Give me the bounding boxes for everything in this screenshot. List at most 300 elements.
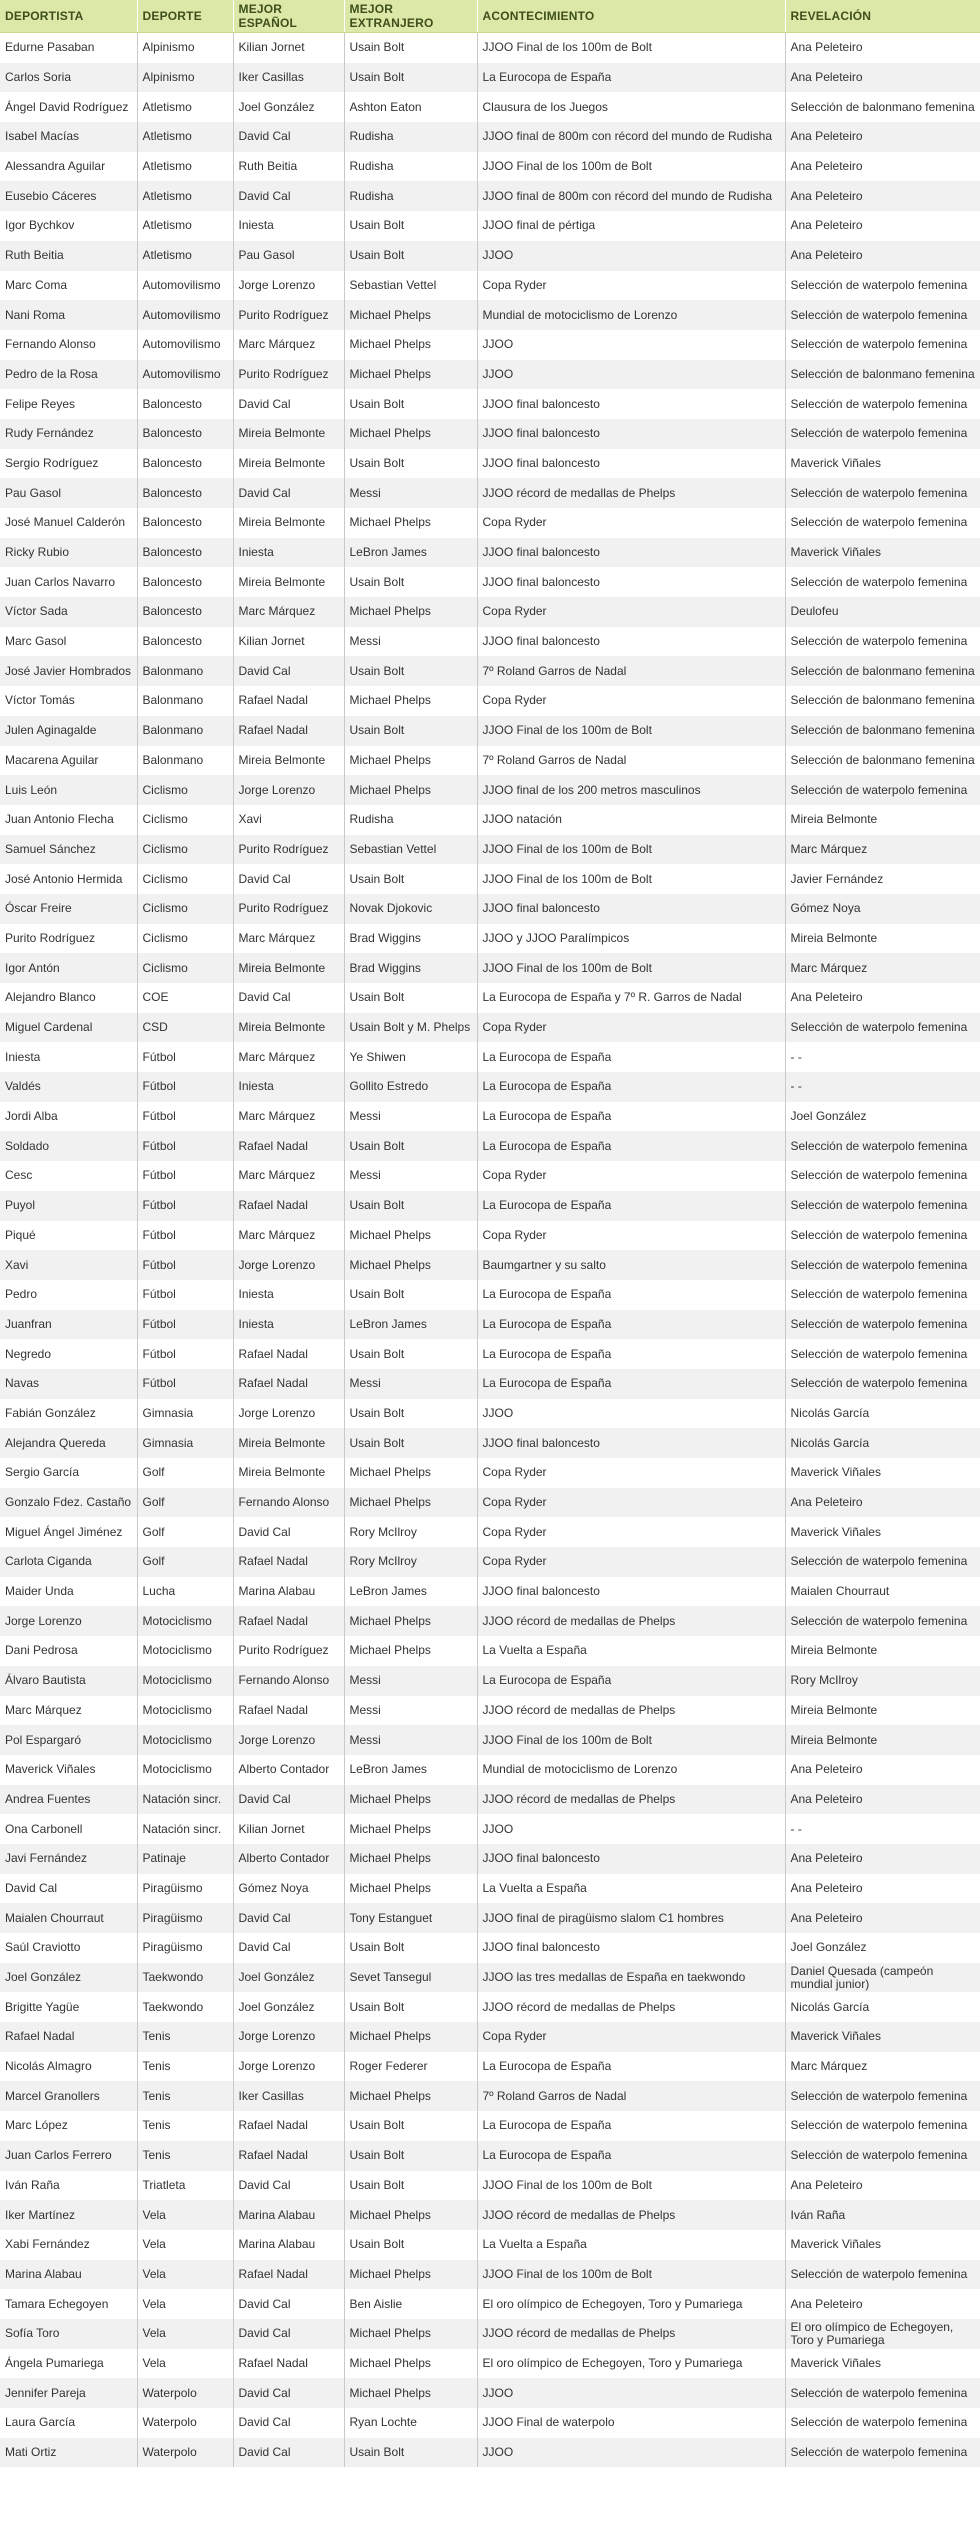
cell-mejor-extranjero: Messi <box>344 1666 477 1696</box>
table-row <box>0 1102 980 1132</box>
cell-deporte: Fútbol <box>137 1102 233 1132</box>
cell-deporte: Golf <box>137 1488 233 1518</box>
cell-mejor-extranjero: Usain Bolt <box>344 241 477 271</box>
table-row <box>0 419 980 449</box>
cell-deportista: Piqué <box>5 1227 36 1242</box>
cell-revelacion: Mireia Belmonte <box>785 1636 980 1666</box>
cell-mejor-espanol: Mireia Belmonte <box>233 449 344 479</box>
cell-mejor-espanol: Purito Rodríguez <box>233 894 344 924</box>
cell-mejor-extranjero: Michael Phelps <box>344 1488 477 1518</box>
cell-mejor-extranjero: Michael Phelps <box>344 746 477 776</box>
cell-mejor-espanol: David Cal <box>233 1517 344 1547</box>
cell-deporte: Balonmano <box>137 716 233 746</box>
table-row <box>0 1221 980 1251</box>
table-row <box>0 983 980 1013</box>
table-row <box>0 1874 980 1904</box>
cell-acontecimiento: 7º Roland Garros de Nadal <box>477 746 785 776</box>
table-row <box>0 1903 980 1933</box>
table-row <box>0 2171 980 2201</box>
table-row <box>0 300 980 330</box>
table-row <box>0 1072 980 1102</box>
table-row <box>0 1161 980 1191</box>
cell-deportista: Fabián González <box>5 1405 96 1420</box>
cell-deporte: Vela <box>137 2289 233 2319</box>
cell-deportista: Maialen Chourraut <box>0 1903 137 1933</box>
cell-deporte: Motociclismo <box>137 1725 233 1755</box>
cell-deporte: Golf <box>137 1458 233 1488</box>
cell-acontecimiento: Copa Ryder <box>477 597 785 627</box>
table-row <box>0 1547 980 1577</box>
cell-deportista: Ángela Pumariega <box>5 2355 104 2370</box>
table-row <box>0 2022 980 2052</box>
cell-mejor-extranjero: Sevet Tansegul <box>344 1963 477 1993</box>
cell-deporte: Balonmano <box>137 686 233 716</box>
cell-deporte: Baloncesto <box>137 627 233 657</box>
cell-mejor-espanol: Jorge Lorenzo <box>233 271 344 301</box>
cell-deportista: Alejandra Quereda <box>0 1428 137 1458</box>
cell-mejor-espanol: Fernando Alonso <box>233 1666 344 1696</box>
cell-acontecimiento: Copa Ryder <box>477 1013 785 1043</box>
cell-mejor-espanol: Marc Márquez <box>233 1161 344 1191</box>
cell-acontecimiento: La Eurocopa de España y 7º R. Garros de Nadal <box>477 983 785 1013</box>
table-row <box>0 1310 980 1340</box>
cell-revelacion: Selección de waterpolo femenina <box>785 1013 980 1043</box>
cell-revelacion: Selección de waterpolo femenina <box>785 2260 980 2290</box>
cell-deporte: Lucha <box>137 1577 233 1607</box>
cell-mejor-espanol: Alberto Contador <box>233 1844 344 1874</box>
cell-acontecimiento: JJOO Final de los 100m de Bolt <box>477 152 785 182</box>
cell-acontecimiento: JJOO <box>477 330 785 360</box>
table-row <box>0 1399 980 1429</box>
cell-mejor-extranjero: Ashton Eaton <box>344 92 477 122</box>
cell-revelacion: Selección de waterpolo femenina <box>785 1221 980 1251</box>
cell-revelacion: Selección de balonmano femenina <box>785 686 980 716</box>
cell-mejor-espanol: David Cal <box>233 2289 344 2319</box>
cell-deporte: Atletismo <box>137 92 233 122</box>
cell-acontecimiento: JJOO Final de los 100m de Bolt <box>477 2171 785 2201</box>
table-row <box>0 2289 980 2319</box>
cell-acontecimiento: JJOO récord de medallas de Phelps <box>477 2319 785 2349</box>
cell-acontecimiento: JJOO Final de los 100m de Bolt <box>477 835 785 865</box>
cell-mejor-espanol: Iniesta <box>233 1310 344 1340</box>
cell-mejor-extranjero: Michael Phelps <box>344 419 477 449</box>
cell-mejor-espanol: Purito Rodríguez <box>233 1636 344 1666</box>
cell-deportista: Sergio Rodríguez <box>5 455 99 470</box>
table-row <box>0 360 980 390</box>
cell-revelacion: Nicolás García <box>785 1428 980 1458</box>
cell-revelacion: Marc Márquez <box>785 953 980 983</box>
cell-mejor-espanol: David Cal <box>233 2378 344 2408</box>
cell-mejor-espanol: Mireia Belmonte <box>233 419 344 449</box>
cell-mejor-extranjero: Messi <box>344 1696 477 1726</box>
table-row <box>0 2349 980 2379</box>
cell-deporte: Balonmano <box>137 656 233 686</box>
cell-deportista: Marcel Granollers <box>0 2081 137 2111</box>
cell-mejor-espanol: Mireia Belmonte <box>233 1428 344 1458</box>
cell-mejor-espanol: David Cal <box>233 122 344 152</box>
cell-mejor-extranjero: Usain Bolt <box>344 449 477 479</box>
cell-mejor-espanol: Kilian Jornet <box>233 33 344 63</box>
cell-acontecimiento: Copa Ryder <box>477 1517 785 1547</box>
cell-mejor-extranjero: Michael Phelps <box>344 1250 477 1280</box>
table-row <box>0 953 980 983</box>
cell-deportista: Igor Antón <box>0 953 137 983</box>
cell-revelacion: Selección de waterpolo femenina <box>785 2111 980 2141</box>
cell-acontecimiento: Baumgartner y su salto <box>477 1250 785 1280</box>
cell-acontecimiento: La Eurocopa de España <box>477 1042 785 1072</box>
header-mejor-extranjero: MEJOR EXTRANJERO <box>344 0 477 33</box>
cell-revelacion: Ana Peleteiro <box>785 211 980 241</box>
cell-mejor-extranjero: Michael Phelps <box>344 300 477 330</box>
cell-acontecimiento: JJOO final baloncesto <box>477 389 785 419</box>
cell-mejor-extranjero: Rory McIlroy <box>344 1517 477 1547</box>
cell-mejor-espanol: David Cal <box>233 1933 344 1963</box>
cell-deportista: Saúl Craviotto <box>5 1940 81 1955</box>
cell-revelacion: Marc Márquez <box>785 2052 980 2082</box>
cell-acontecimiento: JJOO récord de medallas de Phelps <box>477 478 785 508</box>
cell-mejor-extranjero: Usain Bolt <box>344 1992 477 2022</box>
cell-deportista: Pau Gasol <box>0 478 137 508</box>
cell-revelacion: Nicolás García <box>785 1992 980 2022</box>
cell-deporte: Fútbol <box>137 1191 233 1221</box>
cell-mejor-espanol: Joel González <box>233 92 344 122</box>
cell-mejor-extranjero: Michael Phelps <box>344 2081 477 2111</box>
cell-acontecimiento: JJOO <box>477 2378 785 2408</box>
cell-deportista: Tamara Echegoyen <box>5 2296 109 2311</box>
cell-deporte: Baloncesto <box>137 508 233 538</box>
table-row <box>0 1577 980 1607</box>
cell-mejor-espanol: David Cal <box>233 1785 344 1815</box>
table-row <box>0 775 980 805</box>
cell-deporte: Fútbol <box>137 1042 233 1072</box>
cell-revelacion: Ana Peleteiro <box>785 241 980 271</box>
cell-mejor-espanol: Rafael Nadal <box>233 1339 344 1369</box>
cell-mejor-extranjero: Usain Bolt <box>344 1933 477 1963</box>
cell-mejor-espanol: Iniesta <box>233 538 344 568</box>
cell-mejor-espanol: Kilian Jornet <box>233 627 344 657</box>
cell-mejor-espanol: Gómez Noya <box>233 1874 344 1904</box>
cell-mejor-espanol: Marina Alabau <box>233 2230 344 2260</box>
cell-mejor-espanol: Rafael Nadal <box>233 2260 344 2290</box>
cell-revelacion: Maverick Viñales <box>785 2022 980 2052</box>
cell-revelacion: Selección de waterpolo femenina <box>785 389 980 419</box>
cell-deportista: Ángel David Rodríguez <box>5 99 129 114</box>
cell-mejor-extranjero: Usain Bolt <box>344 2438 477 2468</box>
cell-deporte: Fútbol <box>137 1310 233 1340</box>
table-row <box>0 1250 980 1280</box>
cell-deportista: Marc Coma <box>5 277 68 292</box>
table-row <box>0 241 980 271</box>
cell-mejor-espanol: Xavi <box>233 805 344 835</box>
cell-mejor-extranjero: Ye Shiwen <box>344 1042 477 1072</box>
cell-mejor-espanol: Rafael Nadal <box>233 716 344 746</box>
cell-acontecimiento: JJOO <box>477 1814 785 1844</box>
cell-acontecimiento: La Vuelta a España <box>477 2230 785 2260</box>
cell-revelacion: Selección de waterpolo femenina <box>785 271 980 301</box>
cell-revelacion: Selección de balonmano femenina <box>785 656 980 686</box>
cell-deporte: Golf <box>137 1547 233 1577</box>
cell-mejor-extranjero: Usain Bolt <box>344 2111 477 2141</box>
cell-acontecimiento: El oro olímpico de Echegoyen, Toro y Pumariega <box>477 2289 785 2319</box>
cell-mejor-espanol: Pau Gasol <box>233 241 344 271</box>
cell-deportista: Xabi Fernández <box>5 2237 90 2252</box>
cell-mejor-espanol: Rafael Nadal <box>233 686 344 716</box>
cell-revelacion: Maverick Viñales <box>785 449 980 479</box>
cell-deportista: José Javier Hombrados <box>0 656 137 686</box>
cell-deportista: José Manuel Calderón <box>5 515 126 530</box>
cell-revelacion: Selección de waterpolo femenina <box>785 2408 980 2438</box>
cell-deportista: Miguel Ángel Jiménez <box>5 1524 123 1539</box>
cell-mejor-extranjero: Michael Phelps <box>344 360 477 390</box>
cell-acontecimiento: La Eurocopa de España <box>477 2141 785 2171</box>
cell-deporte: Waterpolo <box>137 2408 233 2438</box>
cell-mejor-extranjero: Usain Bolt <box>344 211 477 241</box>
cell-revelacion: Selección de waterpolo femenina <box>785 775 980 805</box>
table-row <box>0 181 980 211</box>
cell-revelacion: Selección de waterpolo femenina <box>785 2081 980 2111</box>
cell-deportista: Marc López <box>5 2118 68 2133</box>
cell-revelacion: Javier Fernández <box>785 864 980 894</box>
cell-deporte: Atletismo <box>137 211 233 241</box>
cell-acontecimiento: La Eurocopa de España <box>477 1191 785 1221</box>
cell-revelacion: Gómez Noya <box>785 894 980 924</box>
cell-deporte: Baloncesto <box>137 449 233 479</box>
cell-deportista: Álvaro Bautista <box>0 1666 137 1696</box>
table-row <box>0 1814 980 1844</box>
cell-deporte: Atletismo <box>137 152 233 182</box>
cell-mejor-extranjero: LeBron James <box>344 1310 477 1340</box>
cell-mejor-espanol: David Cal <box>233 1903 344 1933</box>
cell-deportista: Pedro <box>5 1287 38 1302</box>
cell-deportista: Isabel Macías <box>0 122 137 152</box>
cell-acontecimiento: JJOO Final de los 100m de Bolt <box>477 1725 785 1755</box>
table-row <box>0 2052 980 2082</box>
cell-deportista: Pedro de la Rosa <box>0 360 137 390</box>
table-row <box>0 1785 980 1815</box>
table-row <box>0 2141 980 2171</box>
header-row <box>0 0 980 33</box>
table-row <box>0 2408 980 2438</box>
table-row <box>0 1636 980 1666</box>
cell-mejor-extranjero: LeBron James <box>344 1577 477 1607</box>
cell-acontecimiento: JJOO récord de medallas de Phelps <box>477 1606 785 1636</box>
table-row <box>0 508 980 538</box>
cell-acontecimiento: JJOO final baloncesto <box>477 627 785 657</box>
cell-revelacion: Selección de waterpolo femenina <box>785 300 980 330</box>
cell-acontecimiento: La Eurocopa de España <box>477 2052 785 2082</box>
cell-mejor-espanol: David Cal <box>233 2319 344 2349</box>
cell-deporte: Balonmano <box>137 746 233 776</box>
cell-acontecimiento: La Eurocopa de España <box>477 1072 785 1102</box>
cell-mejor-espanol: Jorge Lorenzo <box>233 775 344 805</box>
cell-acontecimiento: Copa Ryder <box>477 1458 785 1488</box>
cell-deportista: Juan Carlos Ferrero <box>0 2141 137 2171</box>
cell-mejor-espanol: Iniesta <box>233 1072 344 1102</box>
cell-acontecimiento: JJOO récord de medallas de Phelps <box>477 2200 785 2230</box>
cell-deporte: Taekwondo <box>137 1992 233 2022</box>
cell-acontecimiento: JJOO final baloncesto <box>477 1844 785 1874</box>
cell-revelacion: Selección de waterpolo femenina <box>785 2438 980 2468</box>
cell-acontecimiento: JJOO Final de los 100m de Bolt <box>477 953 785 983</box>
cell-revelacion: Joel González <box>785 1933 980 1963</box>
cell-acontecimiento: La Eurocopa de España <box>477 1280 785 1310</box>
cell-revelacion: Maverick Viñales <box>785 538 980 568</box>
cell-deportista: Jennifer Pareja <box>0 2378 137 2408</box>
cell-mejor-extranjero: Ben Aislie <box>344 2289 477 2319</box>
cell-mejor-espanol: Joel González <box>233 1963 344 1993</box>
table-row <box>0 805 980 835</box>
cell-deportista: Mati Ortiz <box>0 2438 137 2468</box>
cell-deportista: Rudy Fernández <box>0 419 137 449</box>
cell-revelacion: Selección de waterpolo femenina <box>785 508 980 538</box>
cell-deporte: Motociclismo <box>137 1755 233 1785</box>
cell-deporte: Ciclismo <box>137 775 233 805</box>
cell-deportista: Nicolás Almagro <box>5 2059 92 2074</box>
cell-deporte: Vela <box>137 2349 233 2379</box>
cell-deporte: Fútbol <box>137 1221 233 1251</box>
cell-deporte: Motociclismo <box>137 1666 233 1696</box>
cell-mejor-espanol: David Cal <box>233 864 344 894</box>
cell-mejor-espanol: Marc Márquez <box>233 1042 344 1072</box>
table-row <box>0 1013 980 1043</box>
cell-deportista: Fernando Alonso <box>5 337 96 352</box>
table-row <box>0 1131 980 1161</box>
cell-deporte: Tenis <box>137 2141 233 2171</box>
cell-acontecimiento: JJOO final baloncesto <box>477 1577 785 1607</box>
cell-mejor-espanol: David Cal <box>233 983 344 1013</box>
cell-deportista: Soldado <box>0 1131 137 1161</box>
cell-mejor-extranjero: Roger Federer <box>344 2052 477 2082</box>
cell-mejor-extranjero: Rudisha <box>344 152 477 182</box>
cell-deporte: Gimnasia <box>137 1399 233 1429</box>
cell-mejor-extranjero: Rudisha <box>344 181 477 211</box>
cell-revelacion: Ana Peleteiro <box>785 2289 980 2319</box>
cell-revelacion: Selección de waterpolo femenina <box>785 567 980 597</box>
cell-acontecimiento: JJOO <box>477 2438 785 2468</box>
cell-mejor-extranjero: Michael Phelps <box>344 1606 477 1636</box>
cell-deporte: Ciclismo <box>137 835 233 865</box>
cell-deportista: Carlota Ciganda <box>0 1547 137 1577</box>
cell-mejor-extranjero: Usain Bolt <box>344 567 477 597</box>
cell-deportista: Ruth Beitia <box>0 241 137 271</box>
cell-mejor-extranjero: Rudisha <box>344 122 477 152</box>
cell-deporte: Automovilismo <box>137 330 233 360</box>
cell-mejor-extranjero: Usain Bolt <box>344 983 477 1013</box>
cell-deportista: Iniesta <box>5 1049 41 1064</box>
cell-deporte: Ciclismo <box>137 924 233 954</box>
cell-deporte: Natación sincr. <box>137 1814 233 1844</box>
cell-acontecimiento: JJOO final baloncesto <box>477 1428 785 1458</box>
cell-mejor-extranjero: Messi <box>344 1725 477 1755</box>
cell-deporte: Golf <box>137 1517 233 1547</box>
cell-acontecimiento: Mundial de motociclismo de Lorenzo <box>477 300 785 330</box>
cell-deportista: Laura García <box>5 2415 76 2430</box>
cell-mejor-extranjero: Michael Phelps <box>344 1874 477 1904</box>
cell-revelacion: - - <box>785 1814 980 1844</box>
header-revelacion: REVELACIÓN <box>785 0 980 33</box>
cell-acontecimiento: La Eurocopa de España <box>477 63 785 93</box>
cell-deporte: Baloncesto <box>137 567 233 597</box>
cell-deportista: Rafael Nadal <box>0 2022 137 2052</box>
cell-deportista: Puyol <box>0 1191 137 1221</box>
cell-deportista: Jordi Alba <box>5 1109 58 1124</box>
cell-mejor-espanol: Joel González <box>233 1992 344 2022</box>
cell-deporte: Ciclismo <box>137 953 233 983</box>
cell-revelacion: Ana Peleteiro <box>785 983 980 1013</box>
cell-revelacion: Maialen Chourraut <box>785 1577 980 1607</box>
cell-revelacion: Maverick Viñales <box>785 1517 980 1547</box>
cell-acontecimiento: JJOO <box>477 1399 785 1429</box>
cell-revelacion: Deulofeu <box>785 597 980 627</box>
cell-mejor-espanol: Iniesta <box>233 1280 344 1310</box>
cell-mejor-espanol: Jorge Lorenzo <box>233 1725 344 1755</box>
cell-mejor-extranjero: Michael Phelps <box>344 775 477 805</box>
cell-mejor-espanol: Iker Casillas <box>233 2081 344 2111</box>
cell-mejor-extranjero: Rudisha <box>344 805 477 835</box>
table-row <box>0 271 980 301</box>
cell-revelacion: - - <box>785 1042 980 1072</box>
table-body <box>0 33 980 2468</box>
table-row <box>0 1755 980 1785</box>
table-row <box>0 2230 980 2260</box>
cell-acontecimiento: JJOO final baloncesto <box>477 449 785 479</box>
table-row <box>0 746 980 776</box>
cell-revelacion: Nicolás García <box>785 1399 980 1429</box>
cell-deportista: Alejandro Blanco <box>5 990 96 1005</box>
cell-mejor-espanol: Marc Márquez <box>233 1102 344 1132</box>
cell-deportista: Marc Gasol <box>5 634 67 649</box>
cell-acontecimiento: La Eurocopa de España <box>477 1131 785 1161</box>
cell-mejor-espanol: Iniesta <box>233 211 344 241</box>
cell-mejor-extranjero: Usain Bolt <box>344 1191 477 1221</box>
cell-mejor-extranjero: Usain Bolt <box>344 1428 477 1458</box>
cell-mejor-extranjero: Messi <box>344 1369 477 1399</box>
cell-deporte: Ciclismo <box>137 864 233 894</box>
cell-revelacion: Selección de waterpolo femenina <box>785 2141 980 2171</box>
cell-mejor-extranjero: Sebastian Vettel <box>344 835 477 865</box>
cell-deporte: Alpinismo <box>137 63 233 93</box>
cell-deportista: Juan Carlos Navarro <box>5 574 116 589</box>
cell-deporte: Tenis <box>137 2022 233 2052</box>
table-row <box>0 33 980 63</box>
cell-mejor-extranjero: Messi <box>344 478 477 508</box>
cell-acontecimiento: JJOO Final de los 100m de Bolt <box>477 716 785 746</box>
cell-deporte: Waterpolo <box>137 2378 233 2408</box>
table-row <box>0 1280 980 1310</box>
cell-acontecimiento: JJOO natación <box>477 805 785 835</box>
cell-deportista: Víctor Tomás <box>5 693 75 708</box>
cell-deportista: Xavi <box>0 1250 137 1280</box>
cell-acontecimiento: JJOO Final de los 100m de Bolt <box>477 864 785 894</box>
cell-deporte: Baloncesto <box>137 478 233 508</box>
cell-revelacion: Selección de waterpolo femenina <box>785 419 980 449</box>
cell-revelacion: Selección de waterpolo femenina <box>785 1339 980 1369</box>
cell-acontecimiento: Copa Ryder <box>477 1547 785 1577</box>
cell-deportista: Cesc <box>5 1168 33 1183</box>
cell-mejor-extranjero: Michael Phelps <box>344 2200 477 2230</box>
cell-acontecimiento: JJOO final baloncesto <box>477 567 785 597</box>
cell-mejor-espanol: David Cal <box>233 2408 344 2438</box>
cell-deporte: Ciclismo <box>137 894 233 924</box>
cell-acontecimiento: La Eurocopa de España <box>477 1369 785 1399</box>
cell-mejor-extranjero: Michael Phelps <box>344 330 477 360</box>
cell-acontecimiento: JJOO final de 800m con récord del mundo de Rudisha <box>477 122 785 152</box>
cell-mejor-espanol: Rafael Nadal <box>233 1696 344 1726</box>
cell-deporte: Gimnasia <box>137 1428 233 1458</box>
cell-mejor-extranjero: Usain Bolt <box>344 2141 477 2171</box>
table-row <box>0 656 980 686</box>
cell-mejor-espanol: Ruth Beitia <box>233 152 344 182</box>
